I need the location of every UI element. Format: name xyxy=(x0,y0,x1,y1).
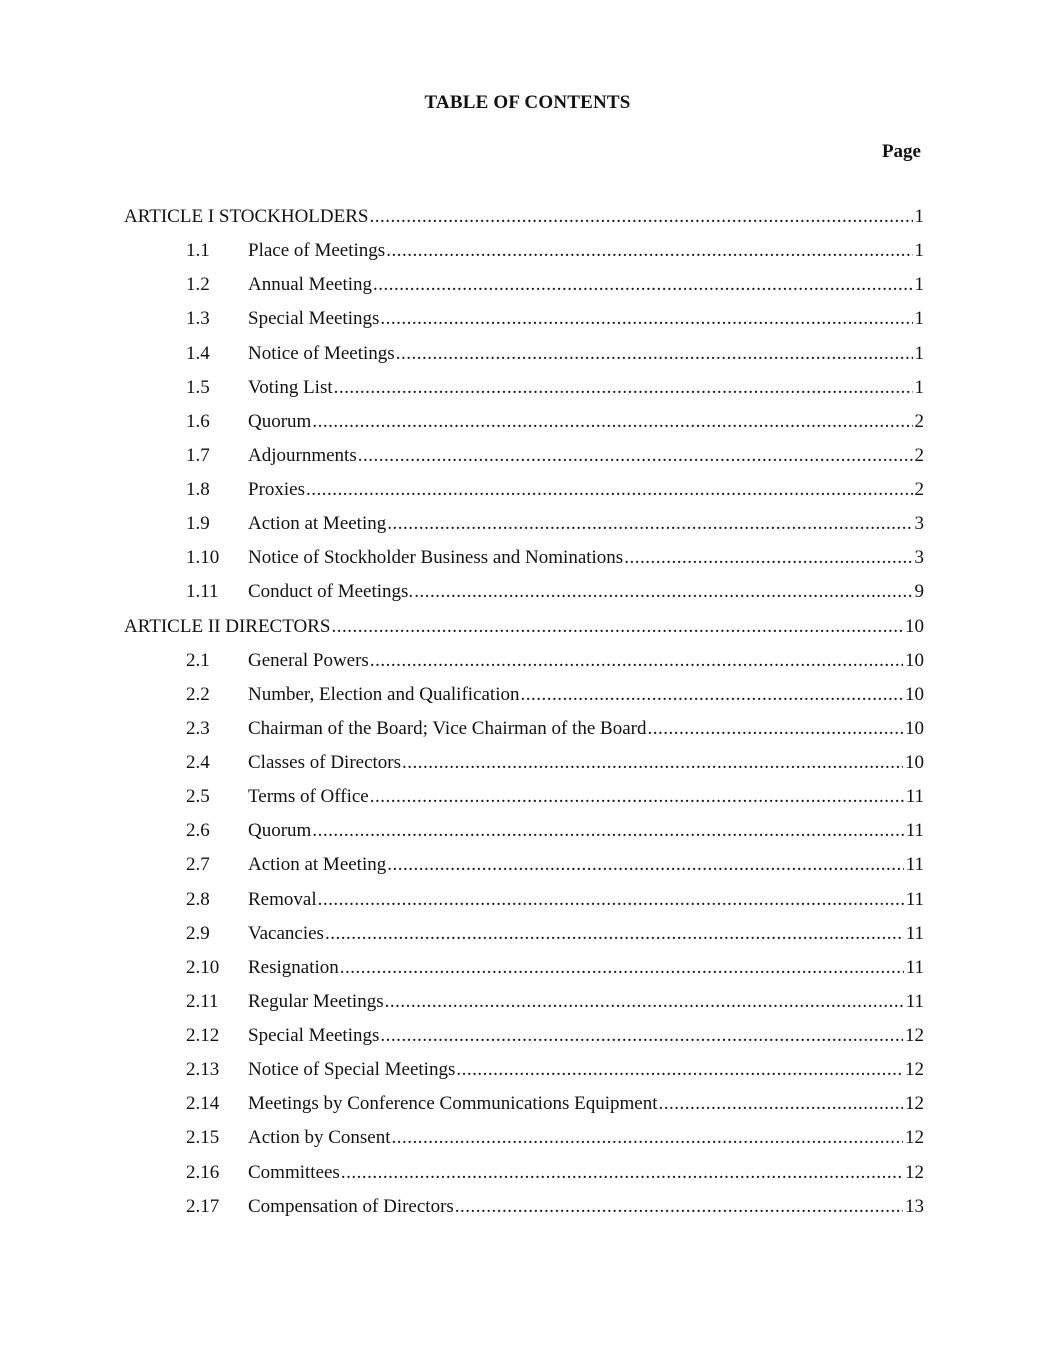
entry-line xyxy=(248,682,924,708)
section-number: 2.17 xyxy=(186,1195,220,1217)
toc-section-entry xyxy=(124,579,924,613)
toc-section-entry xyxy=(124,887,924,921)
entry-label: Classes of Directors xyxy=(248,752,402,773)
entry-label: Special Meetings xyxy=(248,1025,380,1046)
page-number: 11 xyxy=(905,888,924,910)
entry-label: Vacancies xyxy=(248,922,324,944)
page-number: 11 xyxy=(905,820,924,842)
entry-line xyxy=(248,443,924,469)
section-number: 2.3 xyxy=(186,717,210,739)
page-number: 11 xyxy=(905,956,924,978)
page-number: 10 xyxy=(905,683,924,705)
page-number: 3 xyxy=(914,513,924,535)
page-number: 2 xyxy=(914,479,924,500)
entry-label: Action by Consent xyxy=(248,1127,391,1149)
entry-label: Annual Meeting xyxy=(248,274,373,296)
entry-label: Notice of Meetings xyxy=(248,342,395,364)
entry-label: Resignation xyxy=(248,956,339,978)
entry-label: Number, Election and Qualification xyxy=(248,683,520,705)
section-number: 1.5 xyxy=(186,376,210,398)
toc-section-entry xyxy=(124,409,924,443)
page-number: 11 xyxy=(905,854,924,876)
dot-leader xyxy=(312,409,912,435)
page-number: 3 xyxy=(914,547,924,569)
page-number: 2 xyxy=(914,444,924,466)
section-number: 2.16 xyxy=(186,1161,220,1183)
entry-label: Voting List xyxy=(248,376,333,398)
section-number: 1.6 xyxy=(186,410,210,432)
dot-leader xyxy=(380,1023,903,1049)
section-number: 2.1 xyxy=(186,649,210,671)
dot-leader xyxy=(325,921,904,947)
toc-list xyxy=(124,204,924,1228)
toc-article-entry xyxy=(124,614,924,648)
dot-leader xyxy=(380,306,912,332)
toc-section-entry xyxy=(124,955,924,989)
dot-leader xyxy=(334,375,913,401)
dot-leader xyxy=(340,955,904,981)
page-number: 12 xyxy=(905,1059,924,1081)
page-number: 12 xyxy=(905,1093,924,1115)
entry-label: Place of Meetings xyxy=(248,240,386,262)
dot-leader xyxy=(658,1091,903,1117)
page-number: 2 xyxy=(914,410,924,432)
entry-line xyxy=(248,306,924,332)
page-number: 11 xyxy=(905,786,924,808)
toc-section-entry xyxy=(124,306,924,340)
entry-label: Committees xyxy=(248,1161,340,1183)
toc-section-entry xyxy=(124,682,924,716)
section-number: 2.14 xyxy=(186,1093,220,1115)
dot-leader xyxy=(387,511,912,537)
dot-leader xyxy=(456,1057,903,1083)
section-number: 1.7 xyxy=(186,444,210,466)
toc-section-entry xyxy=(124,1057,924,1091)
section-number: 1.1 xyxy=(186,240,210,262)
section-number: 1.2 xyxy=(186,274,210,296)
dot-leader xyxy=(402,750,903,776)
toc-section-entry xyxy=(124,375,924,409)
toc-section-entry xyxy=(124,1194,924,1228)
entry-line xyxy=(248,1160,924,1186)
entry-label: Notice of Special Meetings xyxy=(248,1059,456,1081)
dot-leader xyxy=(312,818,903,844)
entry-label: Quorum xyxy=(248,820,312,842)
entry-line xyxy=(248,1125,924,1151)
dot-leader xyxy=(455,1194,903,1220)
section-number: 1.9 xyxy=(186,513,210,535)
toc-section-entry xyxy=(124,921,924,955)
toc-section-entry xyxy=(124,341,924,375)
entry-line xyxy=(248,375,924,401)
entry-label: Terms of Office xyxy=(248,786,369,808)
section-number: 2.7 xyxy=(186,854,210,876)
dot-leader xyxy=(369,204,912,230)
entry-label: Special Meetings xyxy=(248,308,380,330)
entry-line xyxy=(248,648,924,674)
section-number: 1.10 xyxy=(186,547,220,569)
page-number: 1 xyxy=(914,240,924,262)
dot-leader xyxy=(373,272,912,298)
toc-section-entry xyxy=(124,1091,924,1125)
entry-line xyxy=(248,545,924,571)
entry-line xyxy=(248,341,924,367)
dot-leader xyxy=(387,852,903,878)
entry-label: Conduct of Meetings. xyxy=(248,581,414,603)
page-number: 11 xyxy=(905,922,924,944)
toc-section-entry xyxy=(124,1160,924,1194)
dot-leader xyxy=(358,443,913,469)
toc-section-entry xyxy=(124,648,924,682)
page-number: 1 xyxy=(914,206,924,227)
page-number: 12 xyxy=(905,1161,924,1183)
section-number: 2.12 xyxy=(186,1025,220,1046)
toc-section-entry xyxy=(124,1023,924,1057)
entry-label: Action at Meeting xyxy=(248,854,387,876)
dot-leader xyxy=(647,716,903,742)
entry-line xyxy=(248,784,924,810)
entry-line xyxy=(248,1194,924,1220)
section-number: 1.4 xyxy=(186,342,210,364)
dot-leader xyxy=(624,545,912,571)
page-number: 9 xyxy=(914,581,924,603)
entry-label: Quorum xyxy=(248,410,312,432)
entry-label: Regular Meetings xyxy=(248,990,384,1012)
toc-article-entry xyxy=(124,204,924,238)
entry-line xyxy=(248,887,924,913)
entry-label: General Powers xyxy=(248,649,369,671)
section-number: 2.4 xyxy=(186,752,210,773)
entry-line xyxy=(248,511,924,537)
section-number: 2.15 xyxy=(186,1127,220,1149)
toc-section-entry xyxy=(124,852,924,886)
section-number: 2.2 xyxy=(186,683,210,705)
entry-line xyxy=(248,716,924,742)
entry-label: Chairman of the Board; Vice Chairman of the Board xyxy=(248,717,647,739)
toc-section-entry xyxy=(124,818,924,852)
section-number: 2.8 xyxy=(186,888,210,910)
entry-line xyxy=(248,272,924,298)
section-number: 2.10 xyxy=(186,956,220,978)
entry-line xyxy=(248,989,924,1015)
entry-line xyxy=(248,1091,924,1117)
entry-label: ARTICLE II DIRECTORS xyxy=(124,615,331,637)
entry-line xyxy=(248,1023,924,1049)
entry-line xyxy=(248,238,924,264)
page-number: 1 xyxy=(914,376,924,398)
toc-section-entry xyxy=(124,443,924,477)
page-column-heading: Page xyxy=(881,141,921,162)
toc-title: TABLE OF CONTENTS xyxy=(424,92,631,113)
entry-label: Adjournments xyxy=(248,444,357,466)
dot-leader xyxy=(414,579,912,605)
dot-leader xyxy=(306,477,913,503)
entry-line xyxy=(124,614,924,640)
toc-section-entry xyxy=(124,750,924,784)
entry-line xyxy=(248,1057,924,1083)
entry-line xyxy=(248,818,924,844)
section-number: 1.11 xyxy=(186,581,219,603)
entry-label: ARTICLE I STOCKHOLDERS xyxy=(124,206,369,227)
entry-label: Proxies xyxy=(248,479,305,500)
section-number: 2.5 xyxy=(186,786,210,808)
page-number: 1 xyxy=(914,342,924,364)
dot-leader xyxy=(370,784,904,810)
dot-leader xyxy=(318,887,904,913)
page-number: 10 xyxy=(905,649,924,671)
page-number: 10 xyxy=(905,717,924,739)
section-number: 1.3 xyxy=(186,308,210,330)
section-number: 2.13 xyxy=(186,1059,220,1081)
entry-line xyxy=(248,955,924,981)
page-number: 11 xyxy=(905,990,924,1012)
dot-leader xyxy=(370,648,903,674)
section-number: 2.6 xyxy=(186,820,210,842)
dot-leader xyxy=(331,614,903,640)
toc-section-entry xyxy=(124,272,924,306)
toc-section-entry xyxy=(124,545,924,579)
toc-section-entry xyxy=(124,716,924,750)
page-number: 12 xyxy=(905,1025,924,1046)
entry-line xyxy=(248,409,924,435)
entry-line xyxy=(124,204,924,230)
entry-line xyxy=(248,579,924,605)
page-number: 1 xyxy=(914,308,924,330)
toc-section-entry xyxy=(124,784,924,818)
entry-label: Compensation of Directors xyxy=(248,1195,454,1217)
toc-section-entry xyxy=(124,1125,924,1159)
dot-leader xyxy=(386,238,912,264)
entry-line xyxy=(248,477,924,503)
section-number: 2.9 xyxy=(186,922,210,944)
page-number: 12 xyxy=(905,1127,924,1149)
entry-label: Action at Meeting xyxy=(248,513,387,535)
entry-label: Removal xyxy=(248,888,317,910)
page-number: 10 xyxy=(905,752,924,773)
section-number: 1.8 xyxy=(186,479,210,500)
dot-leader xyxy=(341,1160,903,1186)
toc-section-entry xyxy=(124,989,924,1023)
section-number: 2.11 xyxy=(186,990,219,1012)
entry-line xyxy=(248,750,924,776)
dot-leader xyxy=(385,989,904,1015)
page-number: 13 xyxy=(905,1195,924,1217)
page-number: 10 xyxy=(905,615,924,637)
entry-line xyxy=(248,852,924,878)
entry-label: Notice of Stockholder Business and Nominations xyxy=(248,547,624,569)
toc-section-entry xyxy=(124,477,924,511)
toc-section-entry xyxy=(124,511,924,545)
entry-line xyxy=(248,921,924,947)
dot-leader xyxy=(392,1125,904,1151)
entry-label: Meetings by Conference Communications Equipment xyxy=(248,1093,658,1115)
toc-section-entry xyxy=(124,238,924,272)
dot-leader xyxy=(396,341,913,367)
page-number: 1 xyxy=(914,274,924,296)
dot-leader xyxy=(520,682,903,708)
